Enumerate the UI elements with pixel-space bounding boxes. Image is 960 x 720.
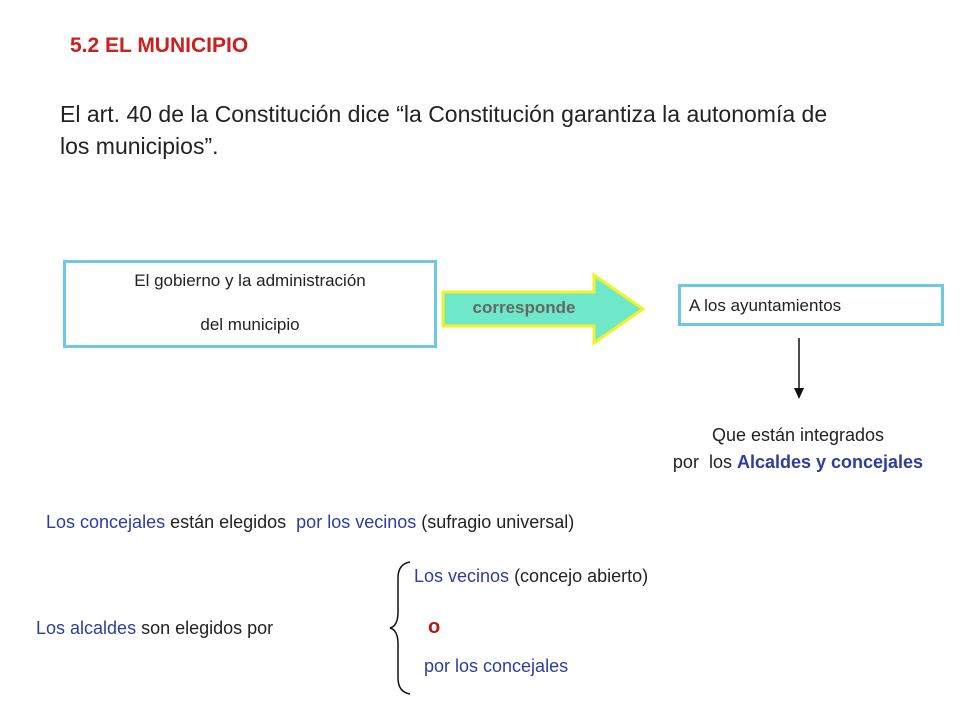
vecinos-note: (concejo abierto) <box>509 566 649 586</box>
intro-paragraph: El art. 40 de la Constitución dice “la Constitución garantiza la autonomía de los municipios”. <box>60 101 828 159</box>
option-concejales: por los concejales <box>424 656 569 676</box>
vecinos-subject: Los vecinos <box>414 566 510 586</box>
gobierno-line-1: El gobierno y la administración <box>134 271 366 290</box>
integrados-text <box>648 422 948 476</box>
arrow-label: corresponde <box>472 298 576 317</box>
concejales-sentence <box>46 512 574 533</box>
alcaldes-sentence <box>36 618 273 639</box>
or-connector: o <box>428 616 441 638</box>
integrados-prefix: por los <box>672 452 737 472</box>
concejales-note: (sufragio universal) <box>416 512 575 532</box>
alcaldes-rest: son elegidos por <box>136 618 274 638</box>
concejales-subject: Los concejales <box>46 512 166 532</box>
alcaldes-subject: Los alcaldes <box>36 618 137 638</box>
down-arrow-icon <box>792 338 806 400</box>
ayuntamientos-label: A los ayuntamientos <box>689 296 842 315</box>
integrados-line-1: Que están integrados <box>711 425 885 445</box>
corresponde-arrow <box>440 272 646 346</box>
page-title: 5.2 EL MUNICIPIO <box>70 34 249 57</box>
integrados-line-2 <box>648 449 948 476</box>
option-vecinos <box>414 566 648 587</box>
left-brace-icon <box>388 560 414 696</box>
concejales-verb: están elegidos <box>165 512 297 532</box>
concejales-agent: por los vecinos <box>296 512 417 532</box>
ayuntamientos-box <box>678 284 944 326</box>
gobierno-line-2: del municipio <box>200 315 300 334</box>
alcaldes-concejales-emphasis: Alcaldes y concejales <box>736 452 924 472</box>
gobierno-box <box>63 260 437 348</box>
